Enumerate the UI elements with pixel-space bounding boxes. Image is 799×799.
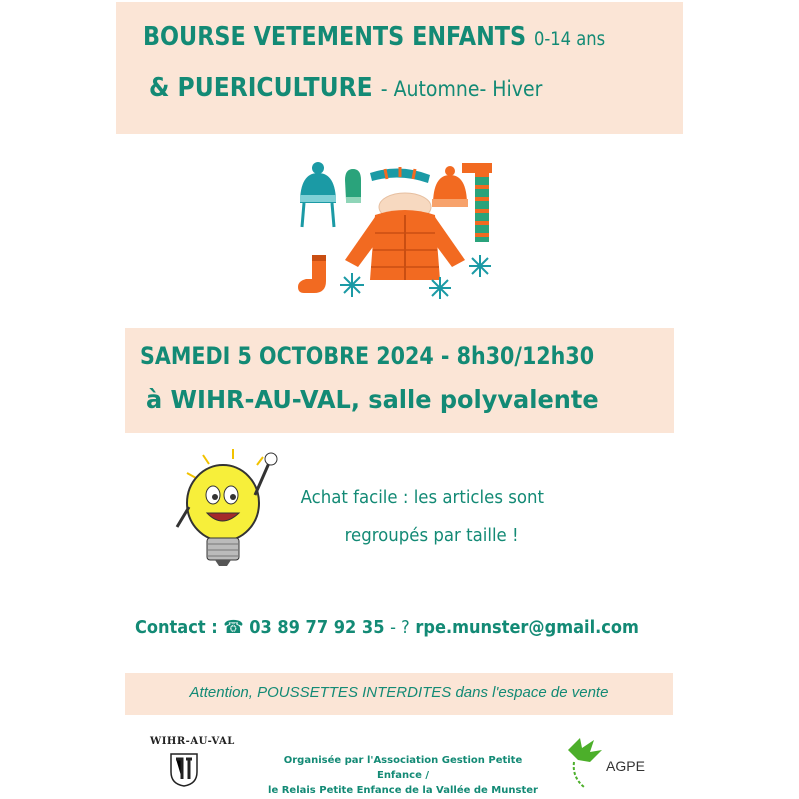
mittens-icon xyxy=(345,169,361,203)
scarf-icon xyxy=(370,167,430,183)
sock-icon xyxy=(298,255,326,293)
knit-hat-icon xyxy=(300,162,336,227)
tip-line2: regroupés par taille ! xyxy=(344,525,519,546)
agpe-logo-text: AGPE xyxy=(606,758,645,774)
phone-icon: ☎ xyxy=(223,617,244,638)
contact-email[interactable]: rpe.munster@gmail.com xyxy=(415,617,639,638)
contact-phone[interactable]: 03 89 77 92 35 xyxy=(249,617,385,638)
tip-line1: Achat facile : les articles sont xyxy=(300,487,544,508)
organizer-text xyxy=(268,753,538,798)
coat-of-arms-icon xyxy=(170,753,198,787)
contact-line xyxy=(135,617,639,638)
event-location: à WIHR-AU-VAL, salle polyvalente xyxy=(146,385,599,414)
organizer-line2: le Relais Petite Enfance de la Vallée de Munster xyxy=(268,785,538,796)
lightbulb-mascot-icon xyxy=(175,445,285,575)
event-date-time: SAMEDI 5 OCTOBRE 2024 - 8h30/12h30 xyxy=(140,342,595,370)
warning-text: Attention, POUSSETTES INTERDITES dans l'espace de vente xyxy=(189,684,609,701)
contact-label: Contact : xyxy=(135,617,218,638)
wihr-au-val-logo-text: WIHR-AU-VAL xyxy=(150,736,235,747)
title-line1: BOURSE VETEMENTS ENFANTS 0-14 ans xyxy=(143,22,606,52)
title-line2: & PUERICULTURE - Automne- Hiver xyxy=(149,73,543,103)
winter-clothes-illustration xyxy=(290,155,510,305)
organizer-line1: Organisée par l'Association Gestion Petite Enfance / xyxy=(283,755,523,781)
contact-separator: - ? xyxy=(390,617,410,638)
agpe-leaf-logo-icon xyxy=(560,732,610,792)
